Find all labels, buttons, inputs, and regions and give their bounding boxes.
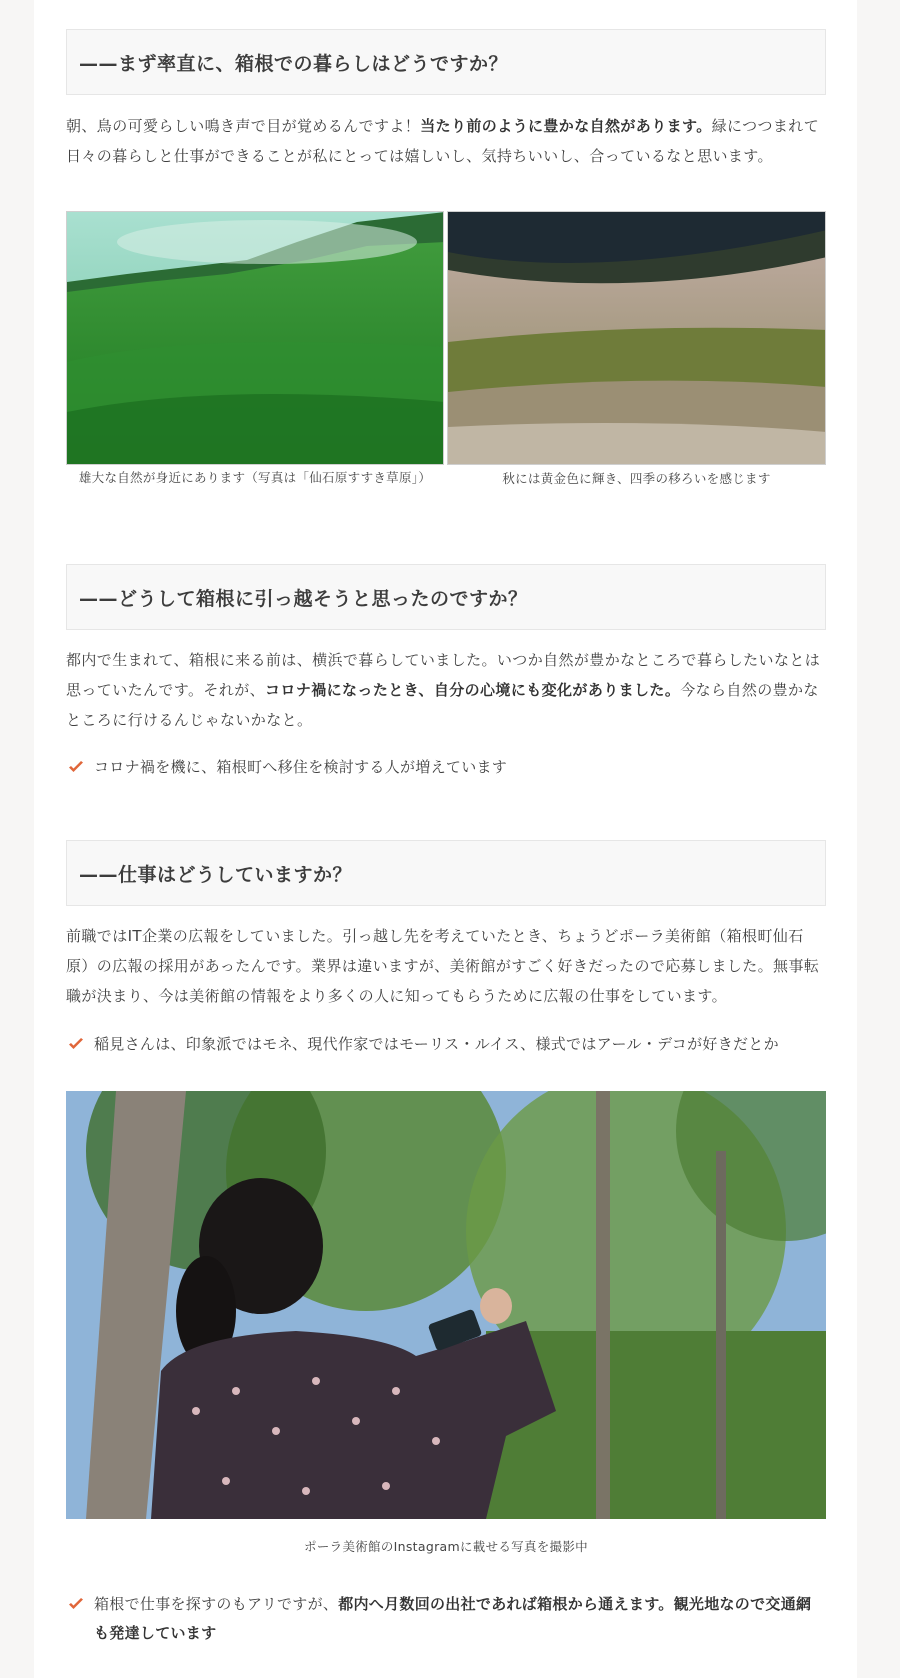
- check-icon: [68, 1037, 84, 1051]
- forest-photo-image: [66, 1091, 826, 1519]
- photo-caption-right: 秋には黄金色に輝き、四季の移ろいを感じます: [502, 471, 771, 486]
- check-note-art: [66, 1030, 826, 1059]
- paragraph-move: [66, 645, 826, 735]
- photo-caption-instagram: ポーラ美術館のInstagramに載せる写真を撮影中: [304, 1539, 588, 1554]
- check-note-text: コロナ禍を機に、箱根町へ移住を検討する人が増えています: [94, 758, 508, 776]
- paragraph-text: 緑につつまれて日々の暮らしと仕事ができることが私にとっては嬉しいし、気持ちいいし、合っているなと思います。: [66, 117, 820, 165]
- paragraph-text: 朝、鳥の可愛らしい鳴き声で目が覚めるんですよ！: [66, 117, 421, 135]
- section-heading-life: ——まず率直に、箱根での暮らしはどうですか？: [66, 29, 826, 95]
- check-note-commute: [66, 1590, 826, 1648]
- paragraph-life: [66, 111, 826, 171]
- check-icon: [68, 760, 84, 774]
- paragraph-text: 都内で生まれて、箱根に来る前は、横浜で暮らしていました。いつか自然が豊かなところで暮らしたいなとは思っていたんです。それが、: [66, 651, 821, 699]
- article-body: [34, 0, 857, 1678]
- paragraph-work: 前職ではIT企業の広報をしていました。引っ越し先を考えていたとき、ちょうどポーラ美術館（箱根町仙石原）の広報の採用があったんです。業界は違いますが、美術館がすごく好きだったので応募しました。無事転職が決まり、今は美術館の情報をより多くの人に知ってもらうために広報の仕事をしています。: [66, 927, 820, 1005]
- section-heading-work: ——仕事はどうしていますか？: [66, 840, 826, 906]
- check-note-move: [66, 753, 826, 782]
- grassland-image: [67, 212, 444, 465]
- photo-green-grassland: [66, 211, 444, 465]
- check-icon: [68, 1597, 84, 1611]
- paragraph-text: 今なら自然の豊かなところに行けるんじゃないかなと。: [66, 681, 819, 729]
- check-note-text: 稲見さんは、印象派ではモネ、現代作家ではモーリス・ルイス、様式ではアール・デコが好きだとか: [94, 1035, 779, 1053]
- photo-golden-grassland: [447, 211, 826, 465]
- susuki-field-image: [448, 212, 826, 465]
- paragraph-bold: コロナ禍になったとき、自分の心境にも変化がありました。: [265, 681, 681, 699]
- check-note-bold: 都内へ月数回の出社であれば箱根から通えます。観光地なので交通網も発達しています: [94, 1595, 812, 1642]
- photo-caption-left: 雄大な自然が身近にあります（写真は「仙石原すすき草原」）: [78, 470, 432, 485]
- photo-woman-taking-picture: [66, 1091, 826, 1519]
- section-heading-move: ——どうして箱根に引っ越そうと思ったのですか？: [66, 564, 826, 630]
- check-note-text: 箱根で仕事を探すのもアリですが、: [94, 1595, 339, 1613]
- paragraph-bold: 当たり前のように豊かな自然があります。: [420, 117, 712, 135]
